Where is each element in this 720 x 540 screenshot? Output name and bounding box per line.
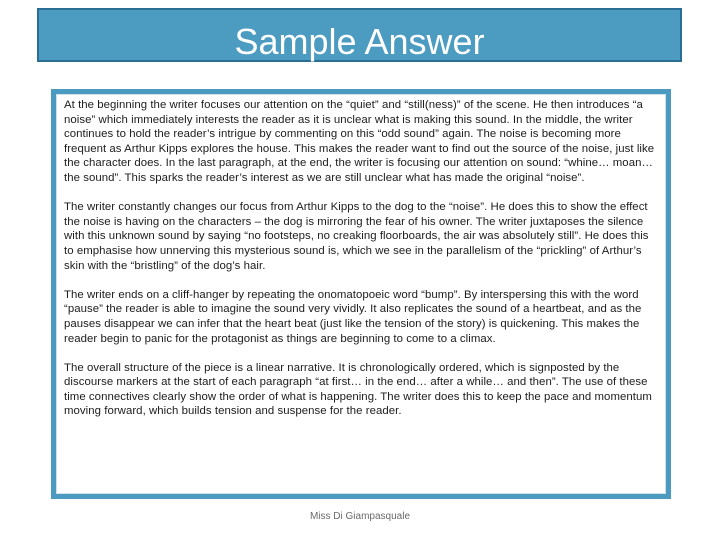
paragraph-overall-structure: The overall structure of the piece is a linear narrative. It is chronologically ordered, which is signposted by the discourse markers at the start of each paragraph “at first… in the end… after a while… and then”. The use of these time connectives clearly show the order of what is happening. The writer does this to keep the pace and momentum moving forward, which builds tension and suspense for the reader. — [64, 361, 652, 418]
footer-author: Miss Di Giampasquale — [309, 511, 411, 522]
answer-text-box — [51, 89, 671, 499]
paragraph-beginning-middle-end: At the beginning the writer focuses our attention on the “quiet” and “still(ness)” of the scene. He then introduces “a noise” which immediately interests the reader as it is unclear what is making this sound. In the middle, the writer continues to hold the reader’s intrigue by commenting on this “odd sound” again. The noise is becoming more frequent as Arthur Kipps explores the house. This makes the reader want to find out the source of the noise, just like the character does. In the last paragraph, at the end, the writer is focusing our attention on sound: “whine… moan… the sound”. This sparks the reader’s interest as we are still unclear what has made the original “noise”. — [64, 99, 655, 184]
title-banner — [37, 8, 682, 62]
paragraph-cliff-hanger: The writer ends on a cliff-hanger by repeating the onomatopoeic word “bump”. By interspersing this with the word “pause” the reader is able to imagine the sound very vividly. It also replicates the sound of a heartbeat, and as the pauses disappear we can infer that the heart beat (just like the tension of the story) is quickening. This makes the reader begin to panic for the protagonist as things are beginning to come to a climax. — [64, 288, 642, 345]
answer-content — [64, 98, 658, 434]
paragraph-focus-shift: The writer constantly changes our focus from Arthur Kipps to the dog to the “noise”. He does this to show the effect the noise is having on the characters – the dog is mirroring the fear of his owner. The writer juxtaposes the silence with this unknown sound by saying “no footsteps, no creaking floorboards, the air was absolutely still”. He does this to emphasise how unnerving this mysterious sound is, which we see in the parallelism of the “prickling” of Arthur’s skin with the “bristling” of the dog’s hair. — [64, 201, 649, 272]
slide-title: Sample Answer — [234, 21, 485, 62]
